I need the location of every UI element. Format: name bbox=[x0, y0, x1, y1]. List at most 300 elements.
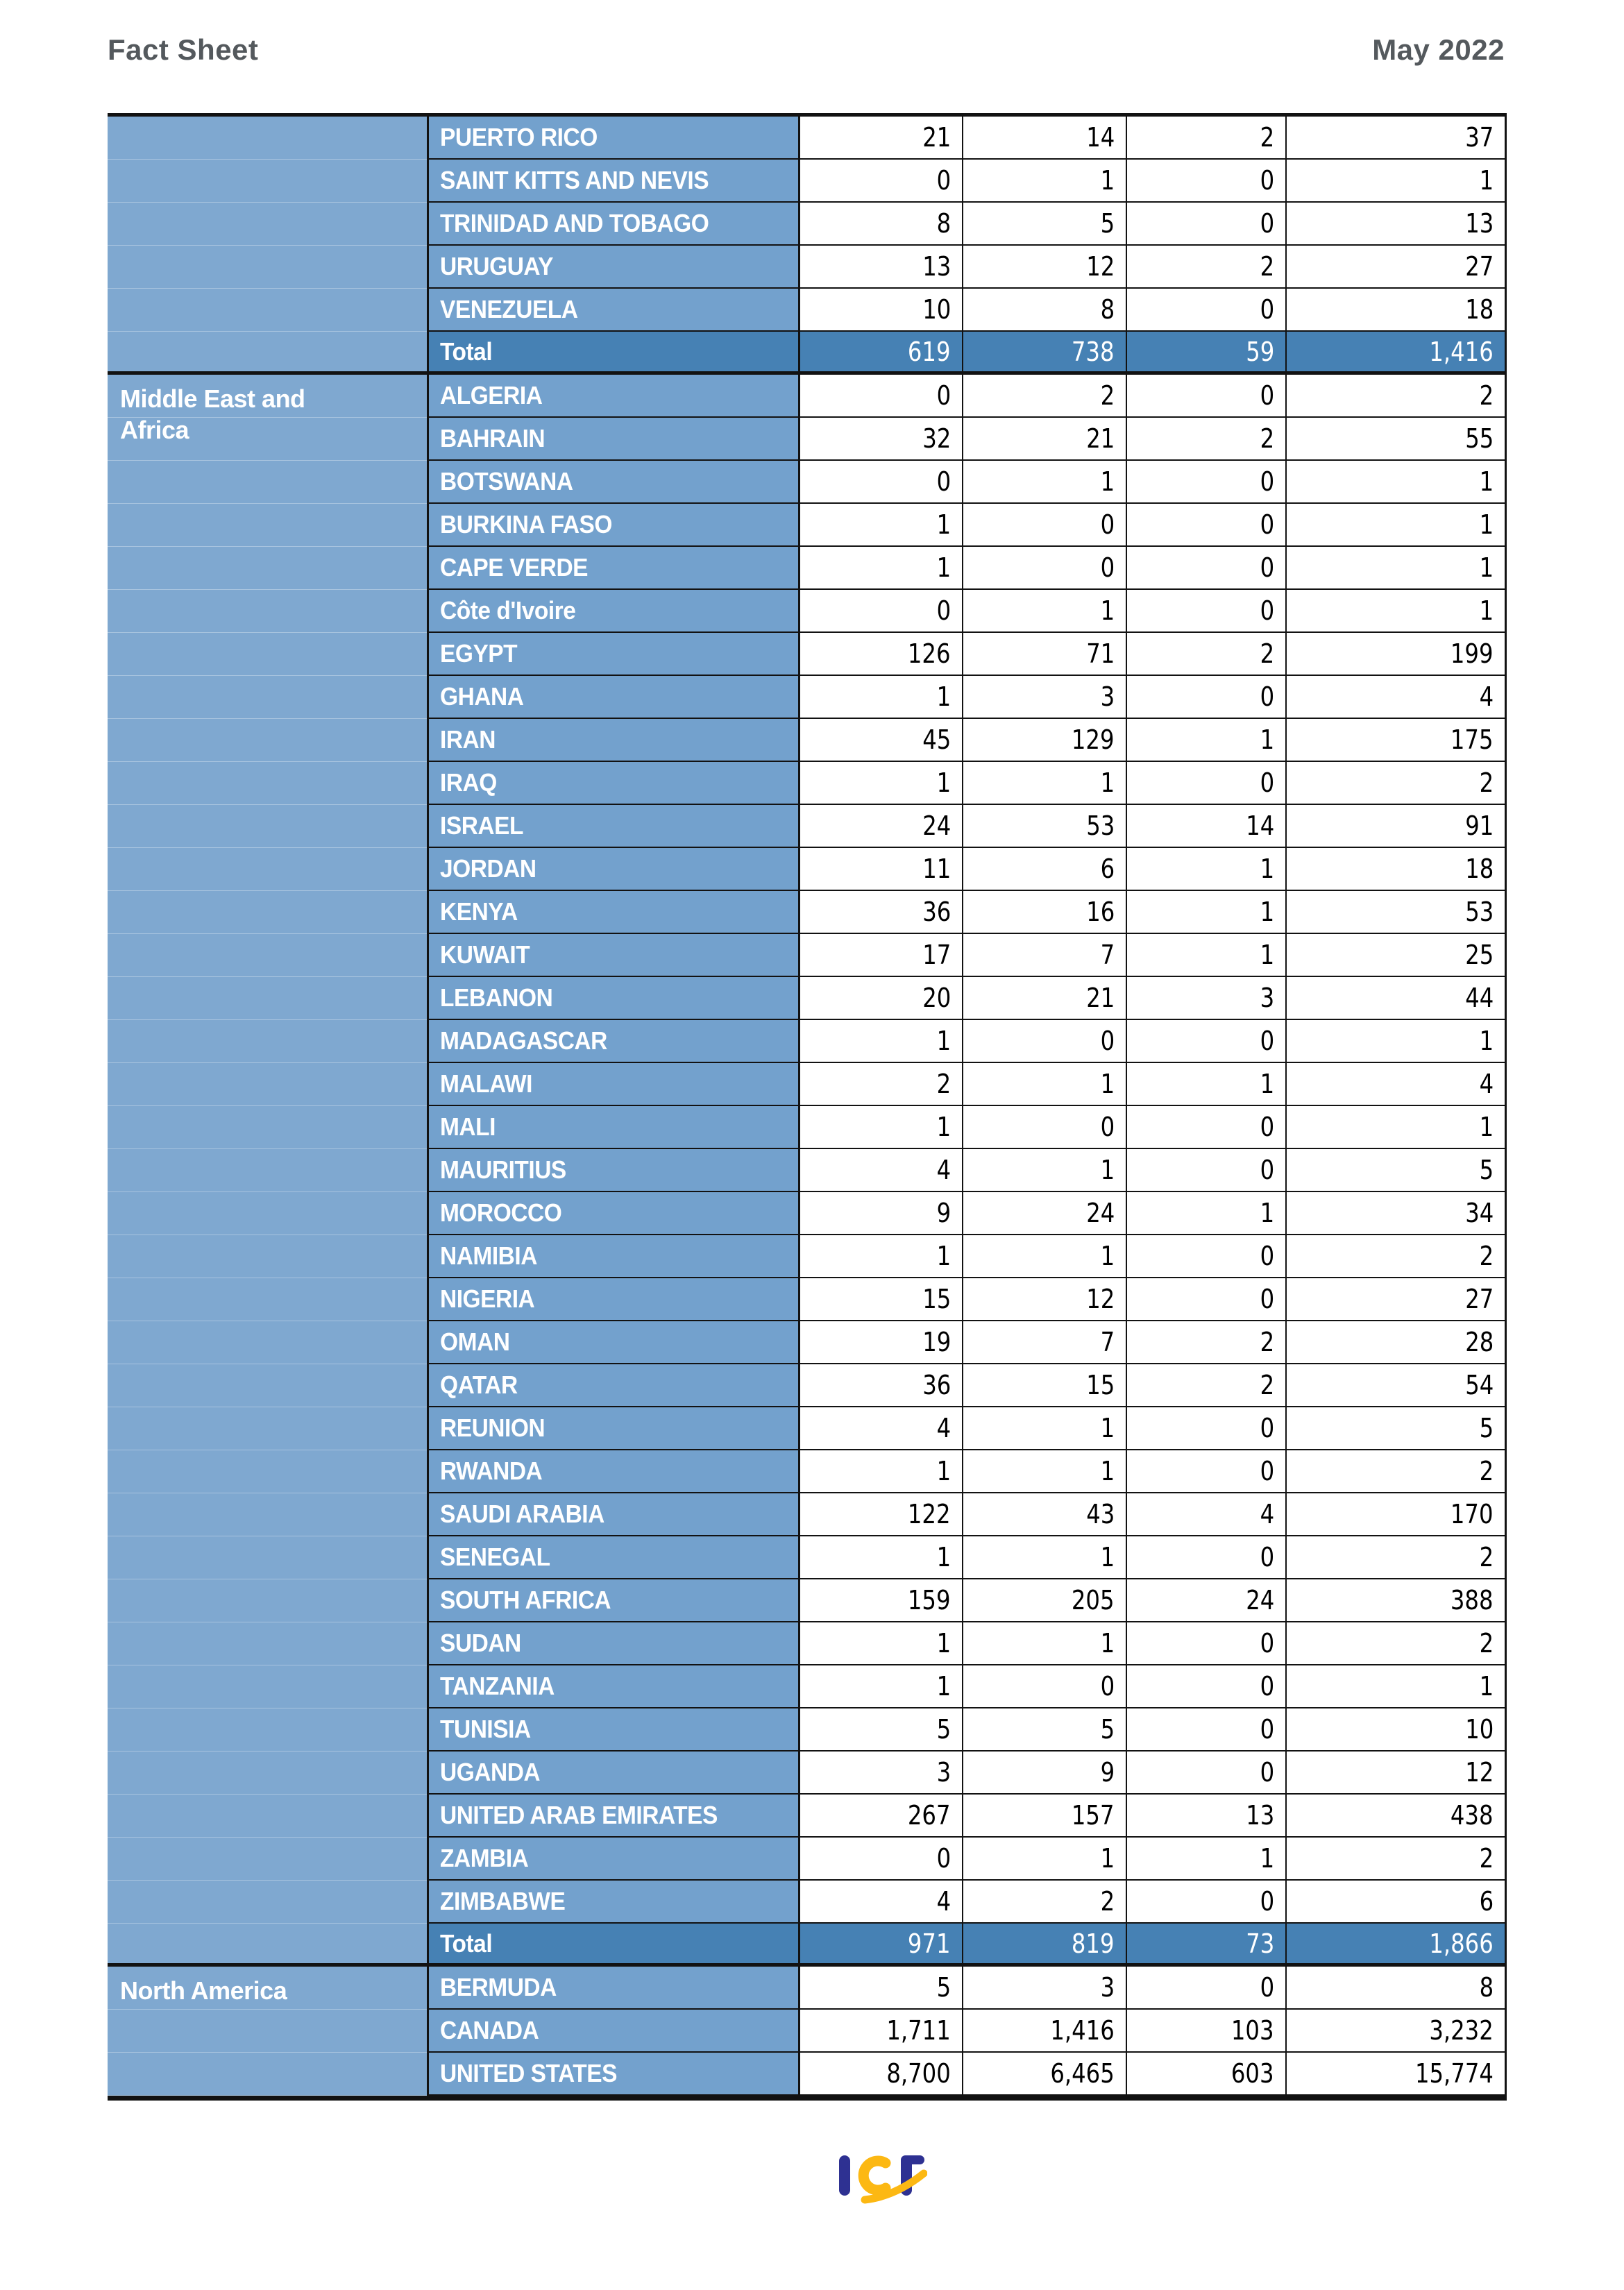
country-cell bbox=[427, 1708, 800, 1752]
value-cell bbox=[800, 332, 963, 375]
value-cell bbox=[800, 805, 963, 848]
value-cell bbox=[1127, 1321, 1287, 1364]
value-cell-text: 27 bbox=[1464, 251, 1494, 282]
value-cell bbox=[963, 1364, 1127, 1407]
value-cell bbox=[1287, 547, 1505, 590]
value-cell bbox=[800, 461, 963, 504]
table-row bbox=[108, 1881, 1505, 1924]
value-cell bbox=[1127, 1579, 1287, 1622]
value-cell-text: 43 bbox=[1085, 1499, 1115, 1529]
value-cell-text: 1 bbox=[1260, 897, 1274, 927]
value-cell bbox=[963, 1665, 1127, 1708]
value-cell-text: 1 bbox=[1100, 595, 1115, 626]
table-row bbox=[108, 375, 1505, 418]
region-cell bbox=[108, 1622, 427, 1665]
value-cell-text: 971 bbox=[908, 1928, 951, 1959]
value-cell-text: 2 bbox=[1479, 1241, 1494, 1271]
value-cell-text: 3 bbox=[1100, 681, 1115, 712]
value-cell bbox=[1127, 934, 1287, 977]
country-cell-text: OMAN bbox=[440, 1328, 510, 1356]
country-cell-text: JORDAN bbox=[440, 854, 536, 883]
value-cell bbox=[800, 1752, 963, 1795]
value-cell bbox=[963, 1579, 1127, 1622]
region-cell bbox=[108, 1967, 427, 2010]
region-cell bbox=[108, 719, 427, 762]
value-cell-text: 438 bbox=[1450, 1800, 1494, 1831]
region-cell bbox=[108, 2053, 427, 2096]
value-cell bbox=[1287, 2053, 1505, 2096]
value-cell-text: 0 bbox=[1260, 1112, 1274, 1142]
value-cell-text: 5 bbox=[1100, 208, 1115, 239]
value-cell-text: 1 bbox=[1100, 1155, 1115, 1185]
region-cell bbox=[108, 160, 427, 203]
table-row bbox=[108, 676, 1505, 719]
value-cell-text: 0 bbox=[1260, 1542, 1274, 1572]
country-cell-text: TANZANIA bbox=[440, 1672, 555, 1700]
value-cell-text: 15,774 bbox=[1414, 2058, 1494, 2089]
value-cell-text: 1 bbox=[936, 509, 951, 540]
country-cell bbox=[427, 1795, 800, 1838]
country-cell-text: Côte d'Ivoire bbox=[440, 596, 576, 625]
value-cell bbox=[963, 332, 1127, 375]
value-cell-text: 0 bbox=[1260, 1757, 1274, 1788]
country-cell-text: QATAR bbox=[440, 1371, 518, 1399]
region-cell bbox=[108, 1708, 427, 1752]
value-cell-text: 37 bbox=[1464, 122, 1494, 153]
region-cell bbox=[108, 590, 427, 633]
region-cell bbox=[108, 848, 427, 891]
country-cell bbox=[427, 762, 800, 805]
value-cell-text: 1 bbox=[1479, 552, 1494, 583]
value-cell-text: 0 bbox=[1100, 1026, 1115, 1056]
value-cell-text: 2 bbox=[1479, 1628, 1494, 1659]
table-row bbox=[108, 1278, 1505, 1321]
region-cell bbox=[108, 762, 427, 805]
value-cell-text: 0 bbox=[1260, 552, 1274, 583]
value-cell bbox=[800, 1106, 963, 1149]
value-cell bbox=[1127, 1708, 1287, 1752]
table-row bbox=[108, 1450, 1505, 1493]
value-cell bbox=[1127, 117, 1287, 160]
value-cell-text: 0 bbox=[1260, 767, 1274, 798]
value-cell bbox=[800, 1407, 963, 1450]
country-cell bbox=[427, 1665, 800, 1708]
value-cell bbox=[1287, 1752, 1505, 1795]
value-cell bbox=[1127, 1364, 1287, 1407]
value-cell bbox=[963, 1752, 1127, 1795]
country-cell bbox=[427, 1622, 800, 1665]
country-cell bbox=[427, 719, 800, 762]
value-cell-text: 1 bbox=[1100, 1069, 1115, 1099]
country-cell bbox=[427, 1235, 800, 1278]
value-cell bbox=[1127, 1235, 1287, 1278]
region-cell bbox=[108, 1192, 427, 1235]
value-cell bbox=[1287, 1924, 1505, 1967]
value-cell bbox=[1287, 977, 1505, 1020]
region-cell bbox=[108, 633, 427, 676]
value-cell bbox=[1287, 2010, 1505, 2053]
value-cell-text: 1 bbox=[1260, 1069, 1274, 1099]
value-cell bbox=[1127, 203, 1287, 246]
table-row bbox=[108, 590, 1505, 633]
value-cell bbox=[1127, 1407, 1287, 1450]
region-cell bbox=[108, 1407, 427, 1450]
value-cell bbox=[1127, 1967, 1287, 2010]
country-cell-text: UGANDA bbox=[440, 1758, 541, 1786]
table-row bbox=[108, 1967, 1505, 2010]
value-cell bbox=[963, 805, 1127, 848]
country-cell-text: SOUTH AFRICA bbox=[440, 1586, 611, 1614]
value-cell-text: 1 bbox=[1260, 724, 1274, 755]
region-cell bbox=[108, 1579, 427, 1622]
value-cell-text: 0 bbox=[1100, 1671, 1115, 1702]
table-row bbox=[108, 1063, 1505, 1106]
logo-letter-c bbox=[863, 2161, 886, 2190]
table-row bbox=[108, 1622, 1505, 1665]
value-cell-text: 8,700 bbox=[886, 2058, 951, 2089]
country-cell bbox=[427, 633, 800, 676]
value-cell bbox=[1287, 1235, 1505, 1278]
value-cell bbox=[1287, 246, 1505, 289]
table-row bbox=[108, 461, 1505, 504]
country-cell-text: SAUDI ARABIA bbox=[440, 1500, 604, 1528]
value-cell-text: 2 bbox=[1100, 1886, 1115, 1917]
value-cell bbox=[800, 1708, 963, 1752]
country-cell-text: CAPE VERDE bbox=[440, 553, 589, 582]
value-cell-text: 1 bbox=[1479, 595, 1494, 626]
value-cell-text: 19 bbox=[922, 1327, 951, 1357]
value-cell bbox=[800, 1838, 963, 1881]
value-cell bbox=[963, 1106, 1127, 1149]
value-cell bbox=[963, 1192, 1127, 1235]
value-cell-text: 15 bbox=[922, 1284, 951, 1314]
region-cell bbox=[108, 1450, 427, 1493]
region-cell bbox=[108, 891, 427, 934]
value-cell-text: 0 bbox=[1100, 1112, 1115, 1142]
value-cell bbox=[963, 1493, 1127, 1536]
value-cell-text: 267 bbox=[908, 1800, 951, 1831]
region-cell bbox=[108, 418, 427, 461]
value-cell bbox=[963, 289, 1127, 332]
value-cell bbox=[1287, 1881, 1505, 1924]
value-cell bbox=[1127, 1924, 1287, 1967]
value-cell-text: 0 bbox=[1260, 294, 1274, 325]
value-cell-text: 0 bbox=[1260, 165, 1274, 196]
table-row bbox=[108, 891, 1505, 934]
value-cell-text: 0 bbox=[1260, 1886, 1274, 1917]
value-cell-text: 7 bbox=[1100, 940, 1115, 970]
country-cell bbox=[427, 1838, 800, 1881]
country-cell-text: VENEZUELA bbox=[440, 295, 578, 323]
region-cell bbox=[108, 1063, 427, 1106]
value-cell bbox=[800, 1665, 963, 1708]
value-cell-text: 1 bbox=[1100, 1542, 1115, 1572]
value-cell-text: 0 bbox=[1100, 552, 1115, 583]
value-cell-text: 1 bbox=[1260, 854, 1274, 884]
value-cell-text: 1 bbox=[936, 1542, 951, 1572]
value-cell bbox=[1287, 762, 1505, 805]
value-cell bbox=[963, 1321, 1127, 1364]
value-cell bbox=[1287, 504, 1505, 547]
country-cell bbox=[427, 676, 800, 719]
value-cell-text: 21 bbox=[1085, 983, 1115, 1013]
country-cell bbox=[427, 1967, 800, 2010]
value-cell-text: 91 bbox=[1464, 811, 1494, 841]
value-cell bbox=[963, 418, 1127, 461]
value-cell-text: 4 bbox=[1479, 681, 1494, 712]
value-cell-text: 1 bbox=[936, 1456, 951, 1486]
value-cell-text: 2 bbox=[1479, 1456, 1494, 1486]
value-cell bbox=[1127, 246, 1287, 289]
value-cell bbox=[963, 762, 1127, 805]
value-cell bbox=[800, 1063, 963, 1106]
value-cell bbox=[1127, 160, 1287, 203]
value-cell bbox=[1127, 1622, 1287, 1665]
value-cell bbox=[1127, 1192, 1287, 1235]
value-cell bbox=[1127, 1881, 1287, 1924]
region-cell bbox=[108, 805, 427, 848]
value-cell bbox=[1287, 1838, 1505, 1881]
country-cell-text: KUWAIT bbox=[440, 940, 530, 969]
value-cell bbox=[1287, 1192, 1505, 1235]
value-cell-text: 55 bbox=[1464, 423, 1494, 454]
value-cell bbox=[800, 676, 963, 719]
country-cell-text: ISRAEL bbox=[440, 811, 523, 840]
country-cell-text: UNITED ARAB EMIRATES bbox=[440, 1801, 718, 1829]
value-cell bbox=[800, 1364, 963, 1407]
value-cell bbox=[1287, 461, 1505, 504]
value-cell-text: 6,465 bbox=[1050, 2058, 1115, 2089]
country-cell bbox=[427, 805, 800, 848]
region-cell bbox=[108, 1838, 427, 1881]
value-cell bbox=[800, 934, 963, 977]
value-cell bbox=[800, 2053, 963, 2096]
region-cell bbox=[108, 1149, 427, 1192]
value-cell-text: 2 bbox=[1260, 1327, 1274, 1357]
country-cell bbox=[427, 1149, 800, 1192]
country-cell-text: MALI bbox=[440, 1112, 496, 1141]
table-row bbox=[108, 633, 1505, 676]
value-cell-text: 1 bbox=[936, 681, 951, 712]
value-cell-text: 2 bbox=[1479, 1542, 1494, 1572]
table-row bbox=[108, 1020, 1505, 1063]
value-cell-text: 0 bbox=[1260, 681, 1274, 712]
value-cell-text: 13 bbox=[922, 251, 951, 282]
table-row bbox=[108, 848, 1505, 891]
region-cell bbox=[108, 1020, 427, 1063]
value-cell bbox=[963, 848, 1127, 891]
value-cell bbox=[1127, 848, 1287, 891]
table-row bbox=[108, 1235, 1505, 1278]
table-row bbox=[108, 160, 1505, 203]
value-cell-text: 10 bbox=[922, 294, 951, 325]
value-cell bbox=[1287, 1536, 1505, 1579]
table-row bbox=[108, 289, 1505, 332]
region-cell bbox=[108, 1364, 427, 1407]
value-cell-text: 0 bbox=[1260, 1628, 1274, 1659]
value-cell bbox=[1287, 1321, 1505, 1364]
value-cell-text: 5 bbox=[936, 1714, 951, 1745]
country-cell-text: BAHRAIN bbox=[440, 424, 545, 452]
table-row bbox=[108, 203, 1505, 246]
country-cell-text: MADAGASCAR bbox=[440, 1026, 607, 1055]
country-cell-text: REUNION bbox=[440, 1414, 545, 1442]
region-cell bbox=[108, 203, 427, 246]
value-cell bbox=[1127, 1063, 1287, 1106]
value-cell-text: 6 bbox=[1100, 854, 1115, 884]
value-cell bbox=[1287, 1364, 1505, 1407]
value-cell-text: 1 bbox=[1260, 1198, 1274, 1228]
region-cell bbox=[108, 1924, 427, 1967]
country-cell-text: UNITED STATES bbox=[440, 2059, 617, 2087]
value-cell bbox=[963, 461, 1127, 504]
value-cell-text: 0 bbox=[1260, 1026, 1274, 1056]
country-cell-text: SAINT KITTS AND NEVIS bbox=[440, 166, 709, 194]
value-cell bbox=[800, 1579, 963, 1622]
value-cell bbox=[1127, 1795, 1287, 1838]
value-cell bbox=[800, 891, 963, 934]
value-cell-text: 0 bbox=[1260, 1241, 1274, 1271]
value-cell bbox=[1287, 117, 1505, 160]
value-cell-text: 3,232 bbox=[1429, 2015, 1494, 2046]
country-cell bbox=[427, 504, 800, 547]
region-cell bbox=[108, 246, 427, 289]
value-cell-text: 1 bbox=[936, 1628, 951, 1659]
value-cell-text: 32 bbox=[922, 423, 951, 454]
value-cell bbox=[1287, 375, 1505, 418]
value-cell bbox=[1287, 719, 1505, 762]
value-cell bbox=[963, 590, 1127, 633]
region-label: Middle East and Africa bbox=[120, 384, 305, 444]
country-cell-text: SUDAN bbox=[440, 1629, 521, 1657]
country-cell-text: TUNISIA bbox=[440, 1715, 531, 1743]
value-cell-text: 18 bbox=[1464, 294, 1494, 325]
country-cell-text: SENEGAL bbox=[440, 1543, 550, 1571]
value-cell bbox=[800, 719, 963, 762]
value-cell bbox=[1127, 891, 1287, 934]
value-cell-text: 1,416 bbox=[1429, 336, 1494, 367]
table-row bbox=[108, 1321, 1505, 1364]
total-label-cell-text: Total bbox=[440, 337, 493, 366]
value-cell bbox=[800, 1020, 963, 1063]
value-cell-text: 1 bbox=[936, 1026, 951, 1056]
value-cell-text: 20 bbox=[922, 983, 951, 1013]
value-cell-text: 14 bbox=[1245, 811, 1274, 841]
value-cell bbox=[1127, 1838, 1287, 1881]
country-cell bbox=[427, 1579, 800, 1622]
value-cell bbox=[963, 934, 1127, 977]
value-cell-text: 24 bbox=[922, 811, 951, 841]
country-cell bbox=[427, 1020, 800, 1063]
country-cell bbox=[427, 289, 800, 332]
country-cell-text: IRAQ bbox=[440, 768, 497, 797]
value-cell bbox=[963, 1278, 1127, 1321]
value-cell-text: 3 bbox=[936, 1757, 951, 1788]
value-cell bbox=[1287, 160, 1505, 203]
value-cell-text: 0 bbox=[1100, 509, 1115, 540]
value-cell-text: 1,416 bbox=[1050, 2015, 1115, 2046]
value-cell bbox=[963, 891, 1127, 934]
value-cell-text: 25 bbox=[1464, 940, 1494, 970]
value-cell-text: 5 bbox=[1479, 1155, 1494, 1185]
value-cell-text: 819 bbox=[1072, 1928, 1115, 1959]
value-cell-text: 59 bbox=[1245, 336, 1274, 367]
value-cell bbox=[1127, 762, 1287, 805]
value-cell bbox=[800, 375, 963, 418]
value-cell bbox=[1127, 1278, 1287, 1321]
country-cell-text: MOROCCO bbox=[440, 1198, 562, 1227]
logo-letter-i bbox=[839, 2155, 850, 2196]
region-cell bbox=[108, 375, 427, 418]
value-cell-text: 8 bbox=[1100, 294, 1115, 325]
value-cell bbox=[963, 2010, 1127, 2053]
country-cell bbox=[427, 977, 800, 1020]
value-cell bbox=[1127, 375, 1287, 418]
value-cell bbox=[963, 1622, 1127, 1665]
value-cell-text: 73 bbox=[1245, 1928, 1274, 1959]
value-cell bbox=[1287, 676, 1505, 719]
value-cell-text: 0 bbox=[1260, 1413, 1274, 1443]
value-cell bbox=[1127, 418, 1287, 461]
value-cell bbox=[1287, 1407, 1505, 1450]
table-row bbox=[108, 1407, 1505, 1450]
value-cell-text: 1 bbox=[936, 1241, 951, 1271]
region-cell bbox=[108, 676, 427, 719]
value-cell bbox=[1127, 547, 1287, 590]
country-cell bbox=[427, 1364, 800, 1407]
value-cell bbox=[963, 547, 1127, 590]
country-cell bbox=[427, 375, 800, 418]
icf-logo-graphic bbox=[836, 2144, 927, 2205]
value-cell-text: 0 bbox=[936, 165, 951, 196]
country-cell bbox=[427, 1450, 800, 1493]
value-cell-text: 0 bbox=[1260, 1714, 1274, 1745]
value-cell bbox=[963, 375, 1127, 418]
value-cell bbox=[963, 160, 1127, 203]
country-cell-text: BOTSWANA bbox=[440, 467, 573, 495]
value-cell bbox=[1127, 1493, 1287, 1536]
region-cell bbox=[108, 504, 427, 547]
value-cell bbox=[800, 848, 963, 891]
value-cell bbox=[1287, 590, 1505, 633]
value-cell bbox=[800, 289, 963, 332]
country-cell bbox=[427, 246, 800, 289]
value-cell-text: 2 bbox=[1479, 1843, 1494, 1874]
value-cell-text: 71 bbox=[1085, 638, 1115, 669]
table-row bbox=[108, 1708, 1505, 1752]
value-cell-text: 12 bbox=[1464, 1757, 1494, 1788]
country-cell-text: BERMUDA bbox=[440, 1973, 557, 2001]
value-cell-text: 2 bbox=[936, 1069, 951, 1099]
value-cell-text: 16 bbox=[1085, 897, 1115, 927]
value-cell-text: 0 bbox=[1260, 1671, 1274, 1702]
country-cell-text: MALAWI bbox=[440, 1069, 532, 1098]
country-cell bbox=[427, 1536, 800, 1579]
value-cell-text: 2 bbox=[1479, 380, 1494, 411]
value-cell bbox=[800, 504, 963, 547]
value-cell bbox=[963, 977, 1127, 1020]
total-label-cell bbox=[427, 1924, 800, 1967]
value-cell-text: 0 bbox=[1260, 1155, 1274, 1185]
value-cell bbox=[1287, 1106, 1505, 1149]
total-row bbox=[108, 332, 1505, 375]
value-cell bbox=[1287, 934, 1505, 977]
value-cell bbox=[800, 1321, 963, 1364]
value-cell bbox=[1127, 590, 1287, 633]
country-cell-text: TRINIDAD AND TOBAGO bbox=[440, 209, 709, 237]
country-cell bbox=[427, 1321, 800, 1364]
country-cell bbox=[427, 461, 800, 504]
